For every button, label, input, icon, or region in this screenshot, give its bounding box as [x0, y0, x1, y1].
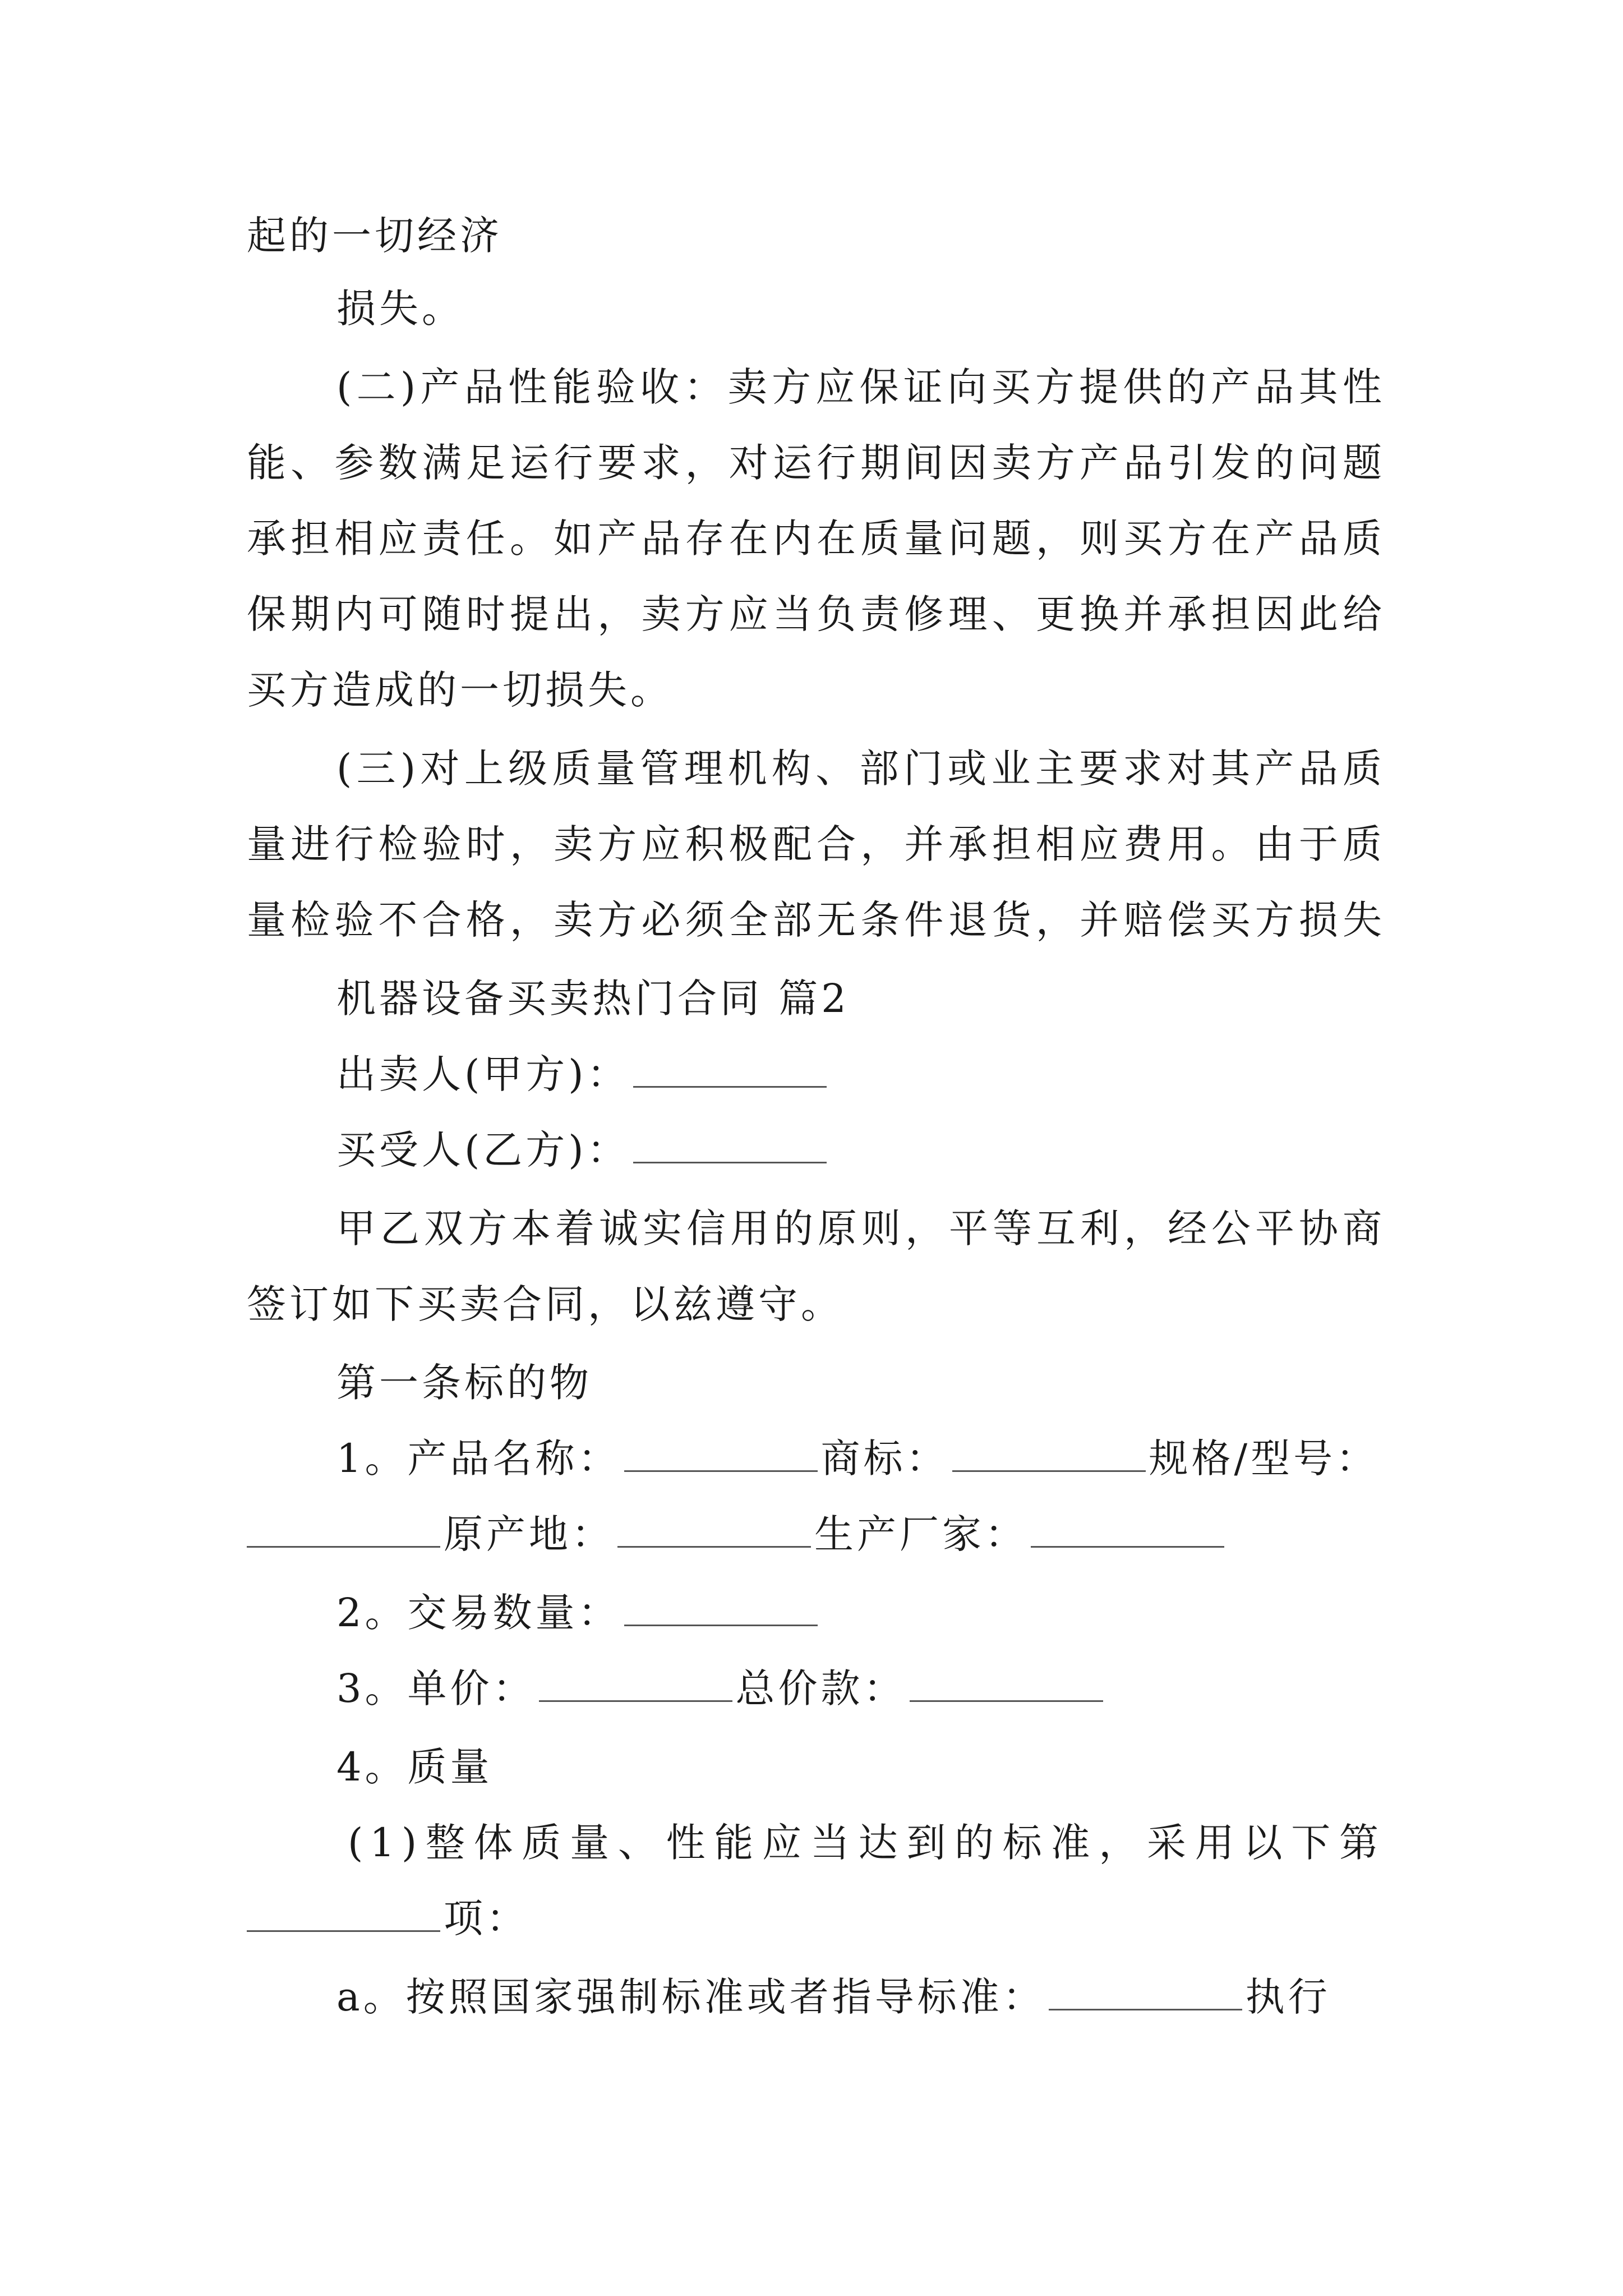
- unit-price-label: 3。单价：: [336, 1665, 536, 1711]
- text-line: 损失。: [336, 286, 464, 332]
- model-blank[interactable]: [247, 1511, 440, 1548]
- standard-line: [336, 1969, 1331, 2025]
- model-label: 规格/型号：: [1149, 1435, 1379, 1481]
- unit-price-blank[interactable]: [539, 1665, 732, 1702]
- standard-blank[interactable]: [1049, 1974, 1242, 2010]
- execute-label: 执行: [1245, 1974, 1331, 2020]
- text-line: 量进行检验时，卖方应积极配合，并承担相应费用。由于质: [247, 821, 1385, 867]
- origin-label: 原产地：: [444, 1511, 614, 1557]
- text-line: (三)对上级质量管理机构、部门或业主要求对其产品质: [336, 746, 1385, 792]
- product-name-label: 1。产品名称：: [336, 1435, 621, 1481]
- text-line: 买方造成的一切损失。: [247, 667, 673, 713]
- buyer-line: [336, 1122, 830, 1178]
- item-blank[interactable]: [247, 1895, 440, 1932]
- manufacturer-blank[interactable]: [1031, 1511, 1224, 1548]
- seller-blank-field[interactable]: [633, 1051, 827, 1088]
- quantity-blank[interactable]: [624, 1590, 818, 1626]
- origin-line: [247, 1506, 1228, 1562]
- origin-blank[interactable]: [617, 1511, 811, 1548]
- total-price-label: 总价款：: [735, 1665, 906, 1711]
- quality-heading: 4。质量: [336, 1744, 493, 1790]
- text-line: 签订如下买卖合同，以兹遵守。: [247, 1281, 843, 1327]
- text-line: 保期内可随时提出，卖方应当负责修理、更换并承担因此给: [247, 591, 1385, 637]
- text-line: 甲乙双方本着诚实信用的原则，平等互利，经公平协商: [336, 1205, 1385, 1251]
- total-price-blank[interactable]: [910, 1665, 1103, 1702]
- item-label: 项：: [444, 1895, 529, 1941]
- quantity-line: [336, 1585, 821, 1641]
- standard-label: a。按照国家强制标准或者指导标准：: [336, 1974, 1045, 2020]
- article-heading: 第一条标的物: [336, 1360, 592, 1406]
- buyer-label: 买受人(乙方)：: [336, 1127, 630, 1173]
- text-line: (二)产品性能验收：卖方应保证向买方提供的产品其性: [336, 364, 1385, 410]
- item-line: [247, 1890, 529, 1947]
- trademark-label: 商标：: [820, 1435, 949, 1481]
- text-line: 量检验不合格，卖方必须全部无条件退货，并赔偿买方损失: [247, 897, 1385, 943]
- product-name-blank[interactable]: [624, 1435, 818, 1472]
- text-line: 能、参数满足运行要求，对运行期间因卖方产品引发的问题: [247, 440, 1385, 486]
- text-line: 起的一切经济: [247, 213, 502, 259]
- text-line: 承担相应责任。如产品存在内在质量问题，则买方在产品质: [247, 516, 1385, 562]
- product-line: [336, 1430, 1378, 1487]
- section-heading: 机器设备买卖热门合同 篇2: [336, 976, 850, 1022]
- seller-label: 出卖人(甲方)：: [336, 1051, 630, 1097]
- manufacturer-label: 生产厂家：: [814, 1511, 1027, 1557]
- price-line: [336, 1660, 1106, 1717]
- seller-line: [336, 1046, 830, 1102]
- quantity-label: 2。交易数量：: [336, 1590, 621, 1636]
- text-line: (1)整体质量、性能应当达到的标准，采用以下第: [348, 1820, 1385, 1866]
- buyer-blank-field[interactable]: [633, 1127, 827, 1163]
- trademark-blank[interactable]: [952, 1435, 1146, 1472]
